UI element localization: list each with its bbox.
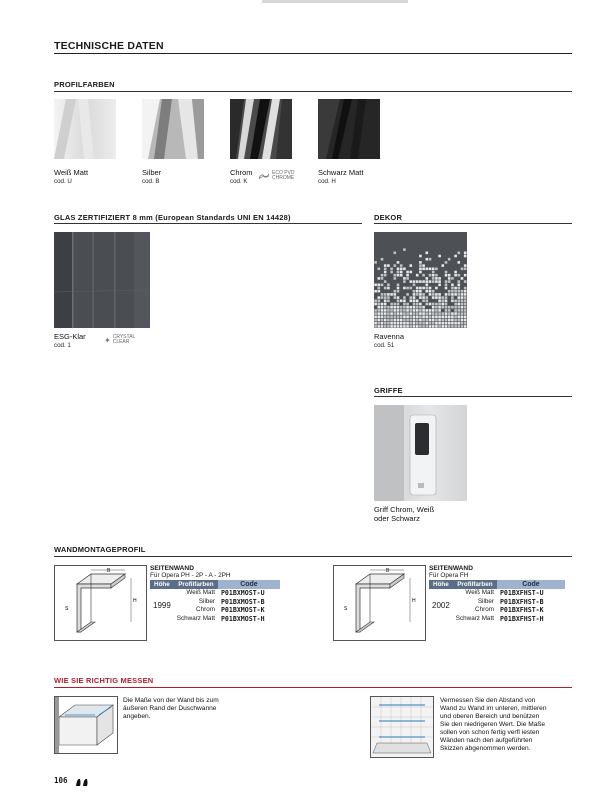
messen-rule bbox=[54, 687, 572, 688]
profil-label-chrom: Chrom cod. K bbox=[230, 168, 253, 185]
page-title: TECHNISCHE DATEN bbox=[54, 40, 164, 52]
profilfarben-rule bbox=[54, 91, 572, 92]
title-rule bbox=[54, 53, 572, 54]
table-row: Silber P01BXMOST-B bbox=[198, 597, 265, 606]
dim-b: B bbox=[386, 568, 390, 574]
th-profil: Profilfarben bbox=[453, 580, 497, 589]
griff-image bbox=[374, 405, 467, 501]
th-profil: Profilfarben bbox=[174, 580, 218, 589]
glass-image bbox=[54, 232, 150, 328]
messen-text-2: Vermessen Sie den Abstand von Wand zu Wand im unteren, mittleren und oberen Bereich und benützen Sie den niedrigeren Wert. Die Maße sollen von schon fertig verfl iesten Wänden nach den aufgeführten Skizzen abgenommen werden. bbox=[440, 697, 547, 752]
panel-2-title: SEITENWAND bbox=[429, 565, 473, 572]
table-row: 2002 Weiß Matt P01BXFHST-U bbox=[432, 589, 544, 610]
measure-diagram-1 bbox=[54, 696, 118, 754]
table-row: Chrom P01BXMOST-K bbox=[196, 606, 265, 615]
panel-2-subtitle: Für Opera FH bbox=[429, 572, 469, 579]
profil-label-weiss: Weiß Matt cod. U bbox=[54, 168, 89, 185]
messen-text-1: Die Maße von der Wand bis zum äußeren Rand der Duschwanne angeben. bbox=[123, 697, 219, 720]
code-table-1 bbox=[150, 580, 280, 623]
dim-s: S bbox=[65, 606, 69, 612]
profile-diagram-2 bbox=[333, 565, 426, 641]
profile-diagram-1 bbox=[54, 565, 147, 641]
crystal-clear-badge: ✦ CRYSTAL CLEAR bbox=[104, 334, 136, 345]
wandmontage-rule bbox=[54, 556, 572, 557]
griffe-rule bbox=[374, 396, 572, 397]
sparkle-icon: ✦ bbox=[104, 335, 111, 345]
seitenwand-panel-2 bbox=[429, 565, 565, 623]
profilfarben-heading: PROFILFARBEN bbox=[54, 80, 115, 89]
table-row: Silber P01BXFHST-B bbox=[477, 597, 544, 606]
glas-heading: GLAS ZERTIFIZIERT 8 mm (European Standards UNI EN 14428) bbox=[54, 213, 291, 222]
th-code: Code bbox=[497, 580, 565, 589]
table-row: Schwarz Matt P01BXMOST-H bbox=[176, 614, 265, 623]
dekor-ravenna-image bbox=[374, 232, 467, 328]
swatch-weiss-matt bbox=[54, 99, 116, 159]
table-row: Schwarz Matt P01BXFHST-H bbox=[455, 614, 544, 623]
wandmontage-heading: WANDMONTAGEPROFIL bbox=[54, 545, 146, 554]
eco-pvd-icon bbox=[258, 172, 270, 180]
swatch-silber bbox=[142, 99, 204, 159]
eco-pvd-badge: ECO PVD CHROME bbox=[258, 171, 295, 181]
seitenwand-panel-1 bbox=[150, 565, 280, 623]
swatch-schwarz-matt bbox=[318, 99, 380, 159]
dim-b: B bbox=[107, 568, 111, 574]
dekor-heading: DEKOR bbox=[374, 213, 403, 222]
th-code: Code bbox=[218, 580, 280, 589]
table-row: 1999 Weiß Matt P01BXMOST-U bbox=[153, 589, 265, 610]
glas-label: ESG-Klar cod. 1 bbox=[54, 332, 86, 349]
dekor-label: Ravenna cod. 51 bbox=[374, 332, 405, 349]
page-number: 106 bbox=[54, 776, 68, 785]
swatch-chrom bbox=[230, 99, 292, 159]
griffe-heading: GRIFFE bbox=[374, 386, 403, 395]
glas-rule bbox=[54, 223, 362, 224]
dim-h: H bbox=[412, 598, 416, 604]
panel-1-title: SEITENWAND bbox=[150, 565, 194, 572]
dekor-rule bbox=[374, 223, 572, 224]
griff-label: Griff Chrom, Weiß oder Schwarz bbox=[374, 505, 435, 523]
table-row: Chrom P01BXFHST-K bbox=[475, 606, 544, 615]
panel-1-subtitle: Für Opera PH - 2P - A - 2PH bbox=[150, 572, 231, 579]
profil-label-silber: Silber cod. B bbox=[142, 168, 162, 185]
th-hoehe: Höhe bbox=[429, 580, 453, 589]
messen-heading: WIE SIE RICHTIG MESSEN bbox=[54, 676, 154, 685]
brand-logo-icon bbox=[75, 774, 89, 792]
dim-h: H bbox=[133, 598, 137, 604]
dim-s: S bbox=[344, 606, 348, 612]
code-table-2 bbox=[429, 580, 565, 623]
ravenna-mosaic bbox=[374, 232, 467, 328]
profil-label-schwarz: Schwarz Matt cod. H bbox=[318, 168, 364, 185]
measure-diagram-2 bbox=[370, 696, 434, 758]
top-bar bbox=[262, 0, 408, 3]
th-hoehe: Höhe bbox=[150, 580, 174, 589]
